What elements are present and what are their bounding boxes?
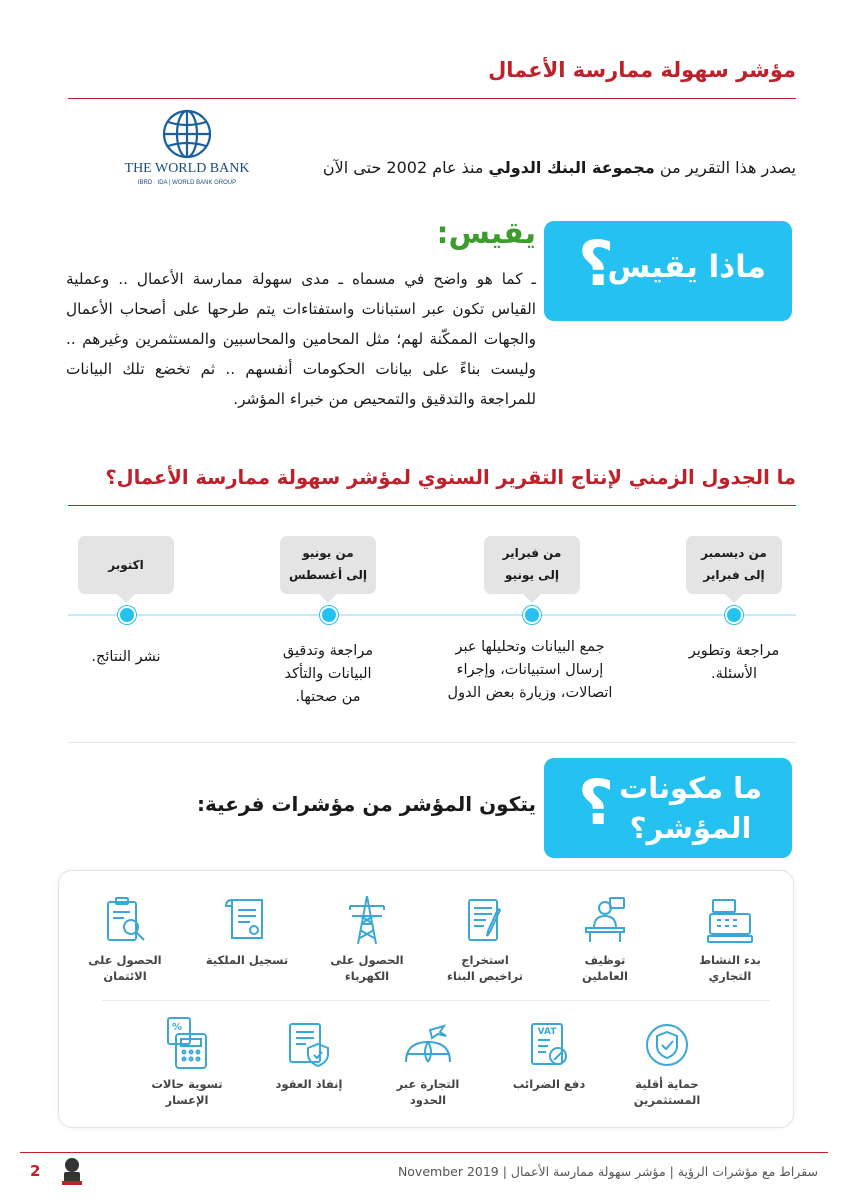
indicators-row-divider — [102, 1000, 770, 1001]
measures-paragraph: ـ كما هو واضح في مسماه ـ مدى سهولة ممارسة الأعمال .. وعملية القياس تكون عبر استبانات واستفتاءات يتم طرحها على أصحاب الأعمال والجهات الممكّنة لهم؛ مثل المحامين والمحاسبين والمستثمرين وغيرهم .. وليست بناءً على بيانات الحكومات أنفسهم .. ثم تخضع تلك البيانات للمراجعة والتدقيق والتمحيص من خبراء المؤشر. — [66, 270, 536, 408]
indicator-paying-taxes: VAT دفع الضرائب — [494, 1020, 604, 1092]
indicator-enforcing-contracts: إنفاذ العقود — [254, 1020, 364, 1092]
timeline-period-2 — [484, 536, 580, 594]
period-start: اكتوبر — [108, 558, 144, 572]
timeline-period-1 — [686, 536, 782, 594]
timeline-axis — [68, 614, 796, 616]
globe-icon — [118, 108, 256, 188]
permit-document-icon — [460, 896, 510, 946]
period-start: من فبراير — [502, 546, 562, 560]
indicator-registering-property: تسجيل الملكية — [192, 896, 302, 968]
clipboard-search-icon — [100, 896, 150, 946]
timeline-period-3 — [280, 536, 376, 594]
what-it-measures-box — [544, 221, 792, 321]
svg-text:%: % — [171, 1022, 183, 1033]
intro-suffix: منذ عام 2002 حتى الآن — [322, 158, 484, 177]
indicator-trading-across-borders: التجارة عبر الحدود — [373, 1020, 483, 1108]
timeline-dot-1 — [725, 606, 743, 624]
cash-register-icon — [705, 896, 755, 946]
page-number: 2 — [30, 1162, 41, 1180]
intro-sentence — [323, 158, 796, 177]
socrates-logo — [58, 1156, 86, 1186]
timeline-description-4: نشر النتائج. — [91, 649, 161, 665]
employee-desk-icon — [580, 896, 630, 946]
question-mark-icon: ؟ — [578, 766, 614, 839]
calculator-percent-icon — [162, 1016, 212, 1070]
timeline-period-4 — [78, 536, 174, 594]
shield-check-icon — [642, 1020, 692, 1070]
period-end: إلى يونيو — [505, 568, 559, 582]
components-box — [544, 758, 792, 858]
question-mark-icon: ؟ — [578, 227, 614, 300]
footer-text: سقراط مع مؤشرات الرؤية | مؤشر سهولة ممارسة الأعمال | November 2019 — [397, 1164, 818, 1179]
intro-organization: مجموعة البنك الدولي — [488, 158, 655, 177]
period-end: إلى أغسطس — [288, 568, 368, 582]
timeline-dot-3 — [320, 606, 338, 624]
logo-title: THE WORLD BANK — [124, 161, 250, 176]
timeline-description-1: مراجعة وتطوير الأسئلة. — [688, 643, 780, 682]
indicator-getting-electricity: الحصول على الكهرباء — [312, 894, 422, 984]
indicator-getting-credit: الحصول على الائتمان — [70, 896, 180, 984]
vat-document-icon — [524, 1020, 574, 1070]
indicator-resolving-insolvency: % تسوية حالات الإعسار — [132, 1016, 242, 1108]
property-certificate-icon — [222, 896, 272, 946]
world-bank-logo — [118, 108, 256, 188]
measures-heading: يقيس: — [436, 216, 536, 251]
indicator-protecting-investors: حماية أقلية المستثمرين — [612, 1020, 722, 1108]
timeline-title-divider — [68, 505, 796, 506]
footer-divider — [20, 1152, 828, 1153]
timeline-description-3: مراجعة وتدقيق البيانات والتأكد من صحتها. — [282, 643, 374, 705]
indicator-employing-workers: توظيف العاملين — [550, 896, 660, 984]
timeline-dot-2 — [523, 606, 541, 624]
page-title: مؤشر سهولة ممارسة الأعمال — [488, 58, 796, 82]
timeline-title: ما الجدول الزمني لإنتاج التقرير السنوي لمؤشر سهولة ممارسة الأعمال؟ — [105, 466, 796, 489]
section-divider — [68, 742, 796, 743]
airplane-globe-icon — [400, 1020, 456, 1070]
socrates-bust-icon — [58, 1156, 86, 1186]
power-tower-icon — [342, 894, 392, 946]
timeline-description-2: جمع البيانات وتحليلها عبر إرسال استبيانات، وإجراء اتصالات، وزيارة بعض الدول — [447, 639, 613, 701]
period-end: إلى فبراير — [703, 568, 765, 582]
logo-subtitle: IBRD · IDA | WORLD BANK GROUP — [137, 180, 237, 186]
period-start: من ديسمبر — [701, 546, 767, 560]
period-start: من يونيو — [302, 546, 354, 560]
indicator-starting-business: بدء النشاط التجاري — [675, 896, 785, 984]
timeline-dot-4 — [118, 606, 136, 624]
what-it-measures-label: ماذا يقيس — [607, 249, 766, 285]
contract-shield-icon — [284, 1020, 334, 1070]
title-divider — [68, 98, 796, 99]
svg-text:VAT: VAT — [537, 1027, 557, 1037]
components-label: ما مكونات المؤشر؟ — [619, 771, 762, 845]
components-subtitle: يتكون المؤشر من مؤشرات فرعية: — [196, 792, 536, 816]
indicator-construction-permits: استخراج تراخيص البناء — [430, 896, 540, 984]
intro-prefix: يصدر هذا التقرير من — [659, 158, 796, 177]
